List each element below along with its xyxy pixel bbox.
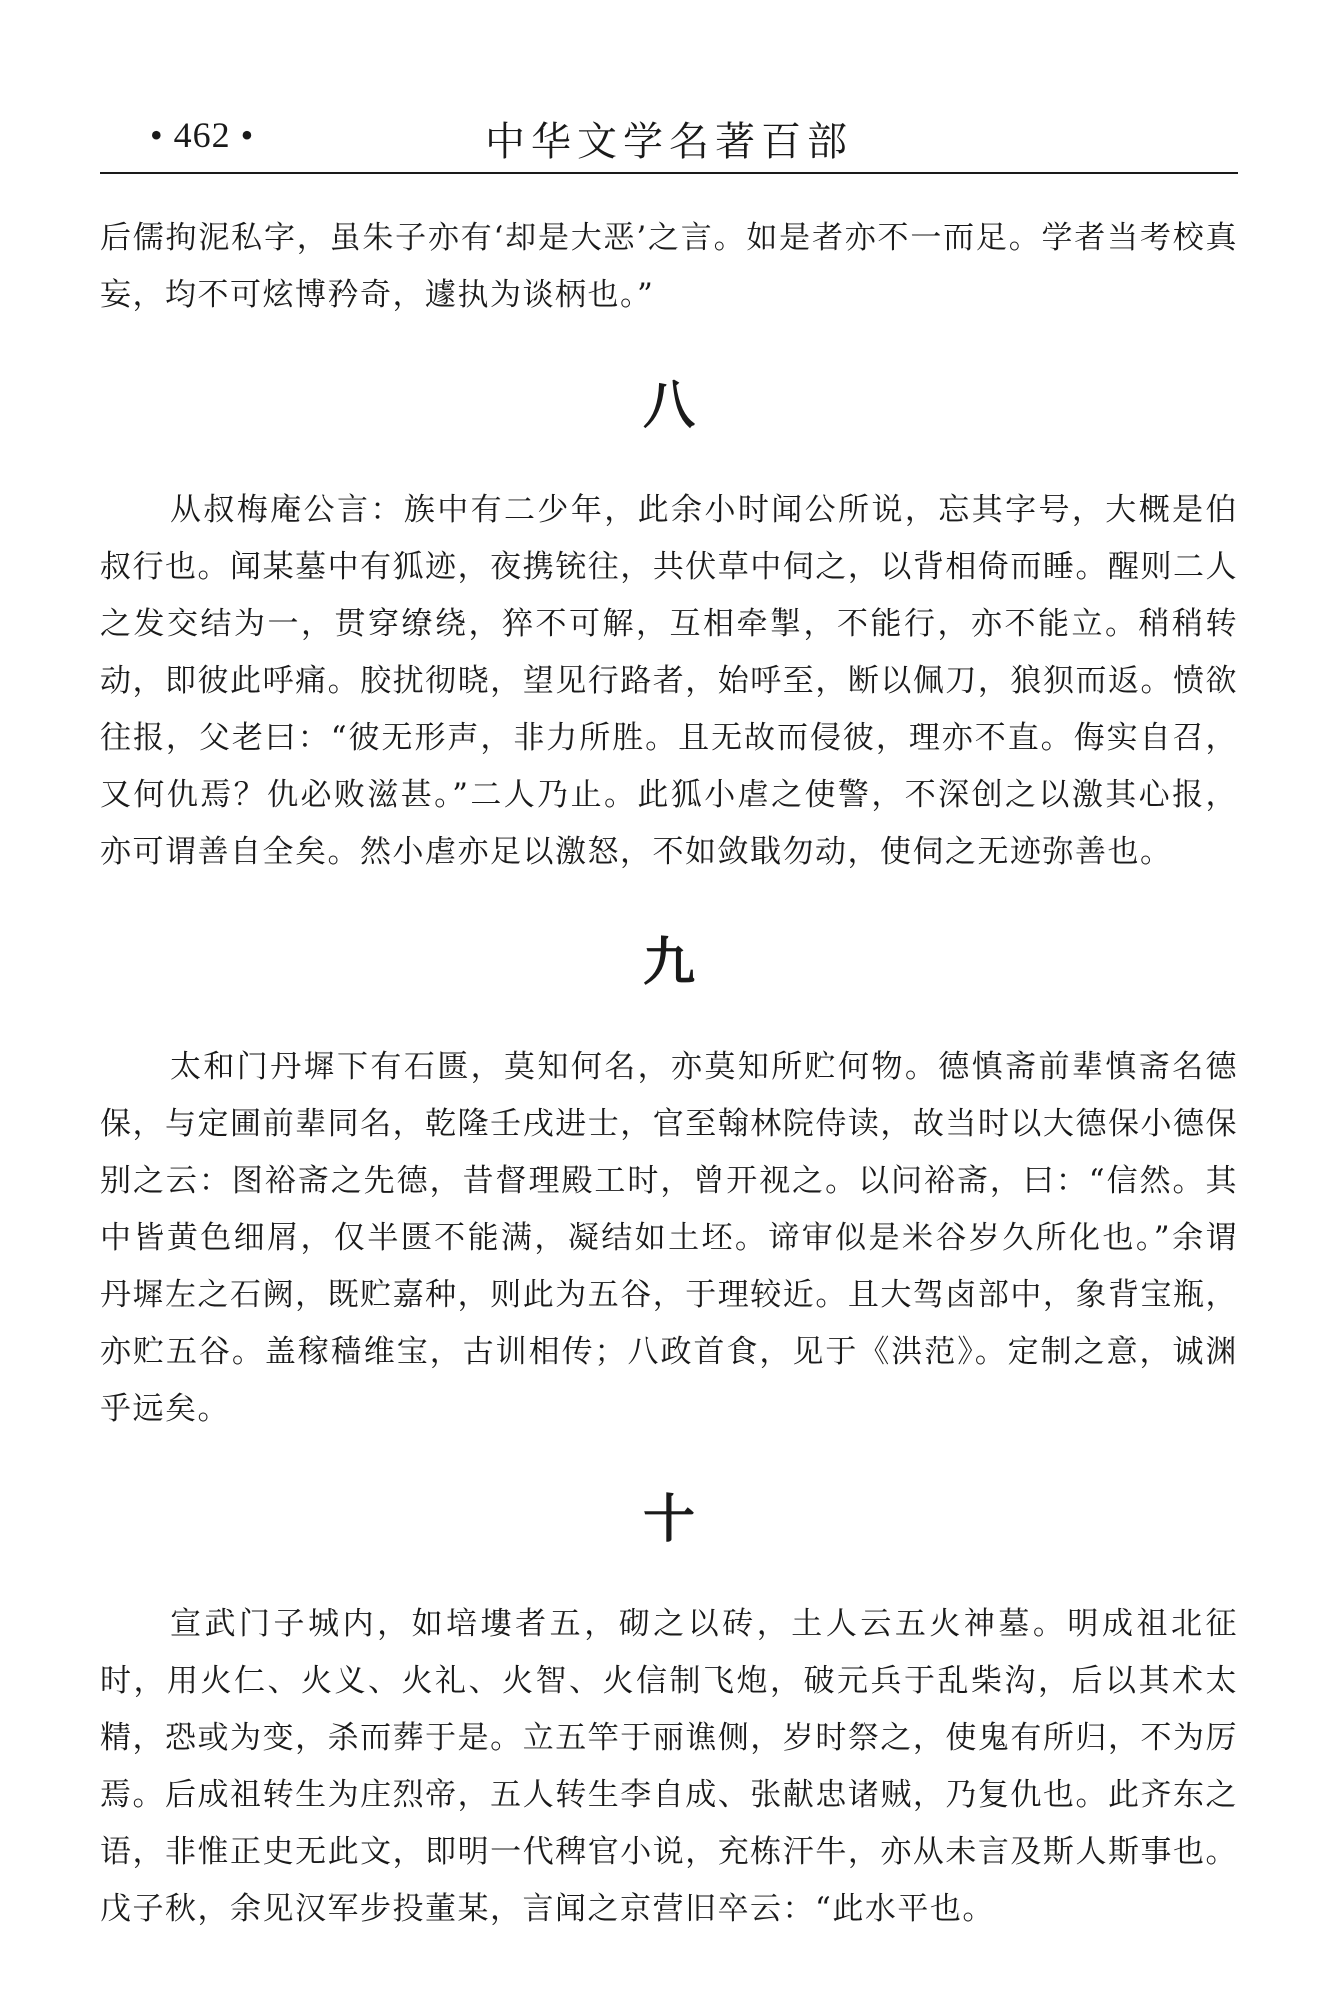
continuation-paragraph: 后儒拘泥私字，虽朱子亦有‘却是大恶’之言。如是者亦不一而足。学者当考校真妄，均不可炫博矜奇，遽执为谈柄也。” [100, 220, 1238, 313]
section-heading-eight: 八 [642, 376, 695, 436]
header-divider [100, 172, 1238, 174]
section-heading-ten: 十 [642, 1490, 695, 1550]
section-eight-text: 从叔梅庵公言：族中有二少年，此余小时闻公所说，忘其字号，大概是伯叔行也。闻某墓中有狐迹，夜携铳往，共伏草中伺之，以背相倚而睡。醒则二人之发交结为一，贯穿缭绕，猝不可解，互相牵掣，不能行，亦不能立。稍稍转动，即彼此呼痛。胶扰彻晓，望见行路者，始呼至，断以佩刀，狼狈而返。愤欲往报，父老曰：“彼无形声，非力所胜。且无故而侵彼，理亦不直。侮实自召，又何仇焉？仇必败滋甚。”二人乃止。此狐小虐之使警，不深创之以激其心报，亦可谓善自全矣。然小虐亦足以激怒，不如敛戢勿动，使伺之无迹弥善也。 [100, 492, 1238, 870]
page-header [100, 108, 1238, 172]
page-number: • 462 • [150, 115, 255, 155]
book-title: 中华文学名著百部 [485, 119, 853, 165]
section-ten-text: 宣武门子城内，如培塿者五，砌之以砖，土人云五火神墓。明成祖北征时，用火仁、火义、火礼、火智、火信制飞炮，破元兵于乱柴沟，后以其术太精，恐或为变，杀而葬于是。立五竿于丽谯侧，岁时祭之，使鬼有所归，不为厉焉。后成祖转生为庄烈帝，五人转生李自成、张献忠诸贼，乃复仇也。此齐东之语，非惟正史无此文，即明一代稗官小说，充栋汗牛，亦从未言及斯人斯事也。戊子秋，余见汉军步投董某，言闻之京营旧卒云：“此水平也。 [100, 1606, 1238, 1927]
section-nine-text: 太和门丹墀下有石匮，莫知何名，亦莫知所贮何物。德慎斋前辈慎斋名德保，与定圃前辈同名，乾隆壬戌进士，官至翰林院侍读，故当时以大德保小德保别之云：图裕斋之先德，昔督理殿工时，曾开视之。以问裕斋，曰：“信然。其中皆黄色细屑，仅半匮不能满，凝结如土坯。谛审似是米谷岁久所化也。”余谓丹墀左之石阙，既贮嘉种，则此为五谷，于理较近。且大驾卤部中，象背宝瓶，亦贮五谷。盖稼穑维宝，古训相传；八政首食，见于《洪范》。定制之意，诚渊乎远矣。 [100, 1049, 1238, 1427]
section-heading-nine: 九 [642, 933, 695, 993]
page-body [100, 210, 1238, 1938]
